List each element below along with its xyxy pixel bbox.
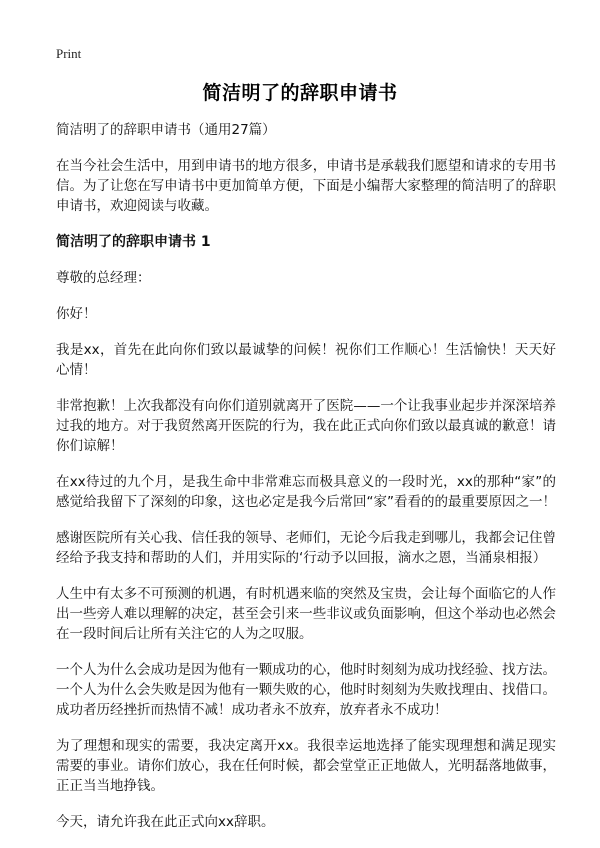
body-paragraph: 我是xx，首先在此向你们致以最诚挚的问候！祝你们工作顺心！生活愉快！天天好心情！ xyxy=(56,342,556,378)
document-body xyxy=(56,120,556,848)
print-link[interactable]: Print xyxy=(56,46,82,61)
body-paragraph: 在xx待过的九个月，是我生命中非常难忘而极具意义的一段时光，xx的那种“家”的感觉给我留下了深刻的印象，这也必定是我今后常回“家”看看的的最重要原因之一！ xyxy=(56,474,556,510)
section-heading: 简洁明了的辞职申请书 1 xyxy=(56,234,211,250)
document-subtitle: 简洁明了的辞职申请书（通用27篇） xyxy=(56,122,276,138)
body-paragraph: 非常抱歉！上次我都没有向你们道别就离开了医院——一个让我事业起步并深深培养过我的地方。对于我贸然离开医院的行为，我在此正式向你们致以最真诚的歉意！请你们谅解！ xyxy=(56,398,556,454)
body-paragraph: 感谢医院所有关心我、信任我的领导、老师们，无论今后我走到哪儿，我都会记住曾经给予我支持和帮助的人们，并用实际的‘行动予以回报，滴水之恩，当涌泉相报） xyxy=(56,530,556,566)
body-paragraph: 为了理想和现实的需要，我决定离开xx。我很幸运地选择了能实现理想和满足现实需要的事业。请你们放心，我在任何时候，都会堂堂正正地做人，光明磊落地做事，正正当当地挣钱。 xyxy=(56,738,556,794)
intro-paragraph: 在当今社会生活中，用到申请书的地方很多，申请书是承载我们愿望和请求的专用书信。为了让您在写申请书中更加简单方便，下面是小编帮大家整理的简洁明了的辞职申请书，欢迎阅读与收藏。 xyxy=(56,158,556,214)
body-paragraph: 今天，请允许我在此正式向xx辞职。 xyxy=(56,814,275,830)
greeting: 你好！ xyxy=(56,306,97,322)
body-paragraph: 一个人为什么会成功是因为他有一颗成功的心，他时时刻刻为成功找经验、找方法。一个人为什么会失败是因为他有一颗失败的心，他时时刻刻为失败找理由、找借口。成功者历经挫折而热情不减！成功者永不放弃，放弃者永不成功！ xyxy=(56,662,556,718)
document-title: 简洁明了的辞职申请书 xyxy=(202,82,398,104)
salutation: 尊敬的总经理： xyxy=(56,270,151,286)
body-paragraph: 人生中有太多不可预测的机遇，有时机遇来临的突然及宝贵，会让每个面临它的人作出一些旁人难以理解的决定，甚至会引来一些非议或负面影响，但这个举动也必然会在一段时间后让所有关注它的人为之叹服。 xyxy=(56,586,556,642)
